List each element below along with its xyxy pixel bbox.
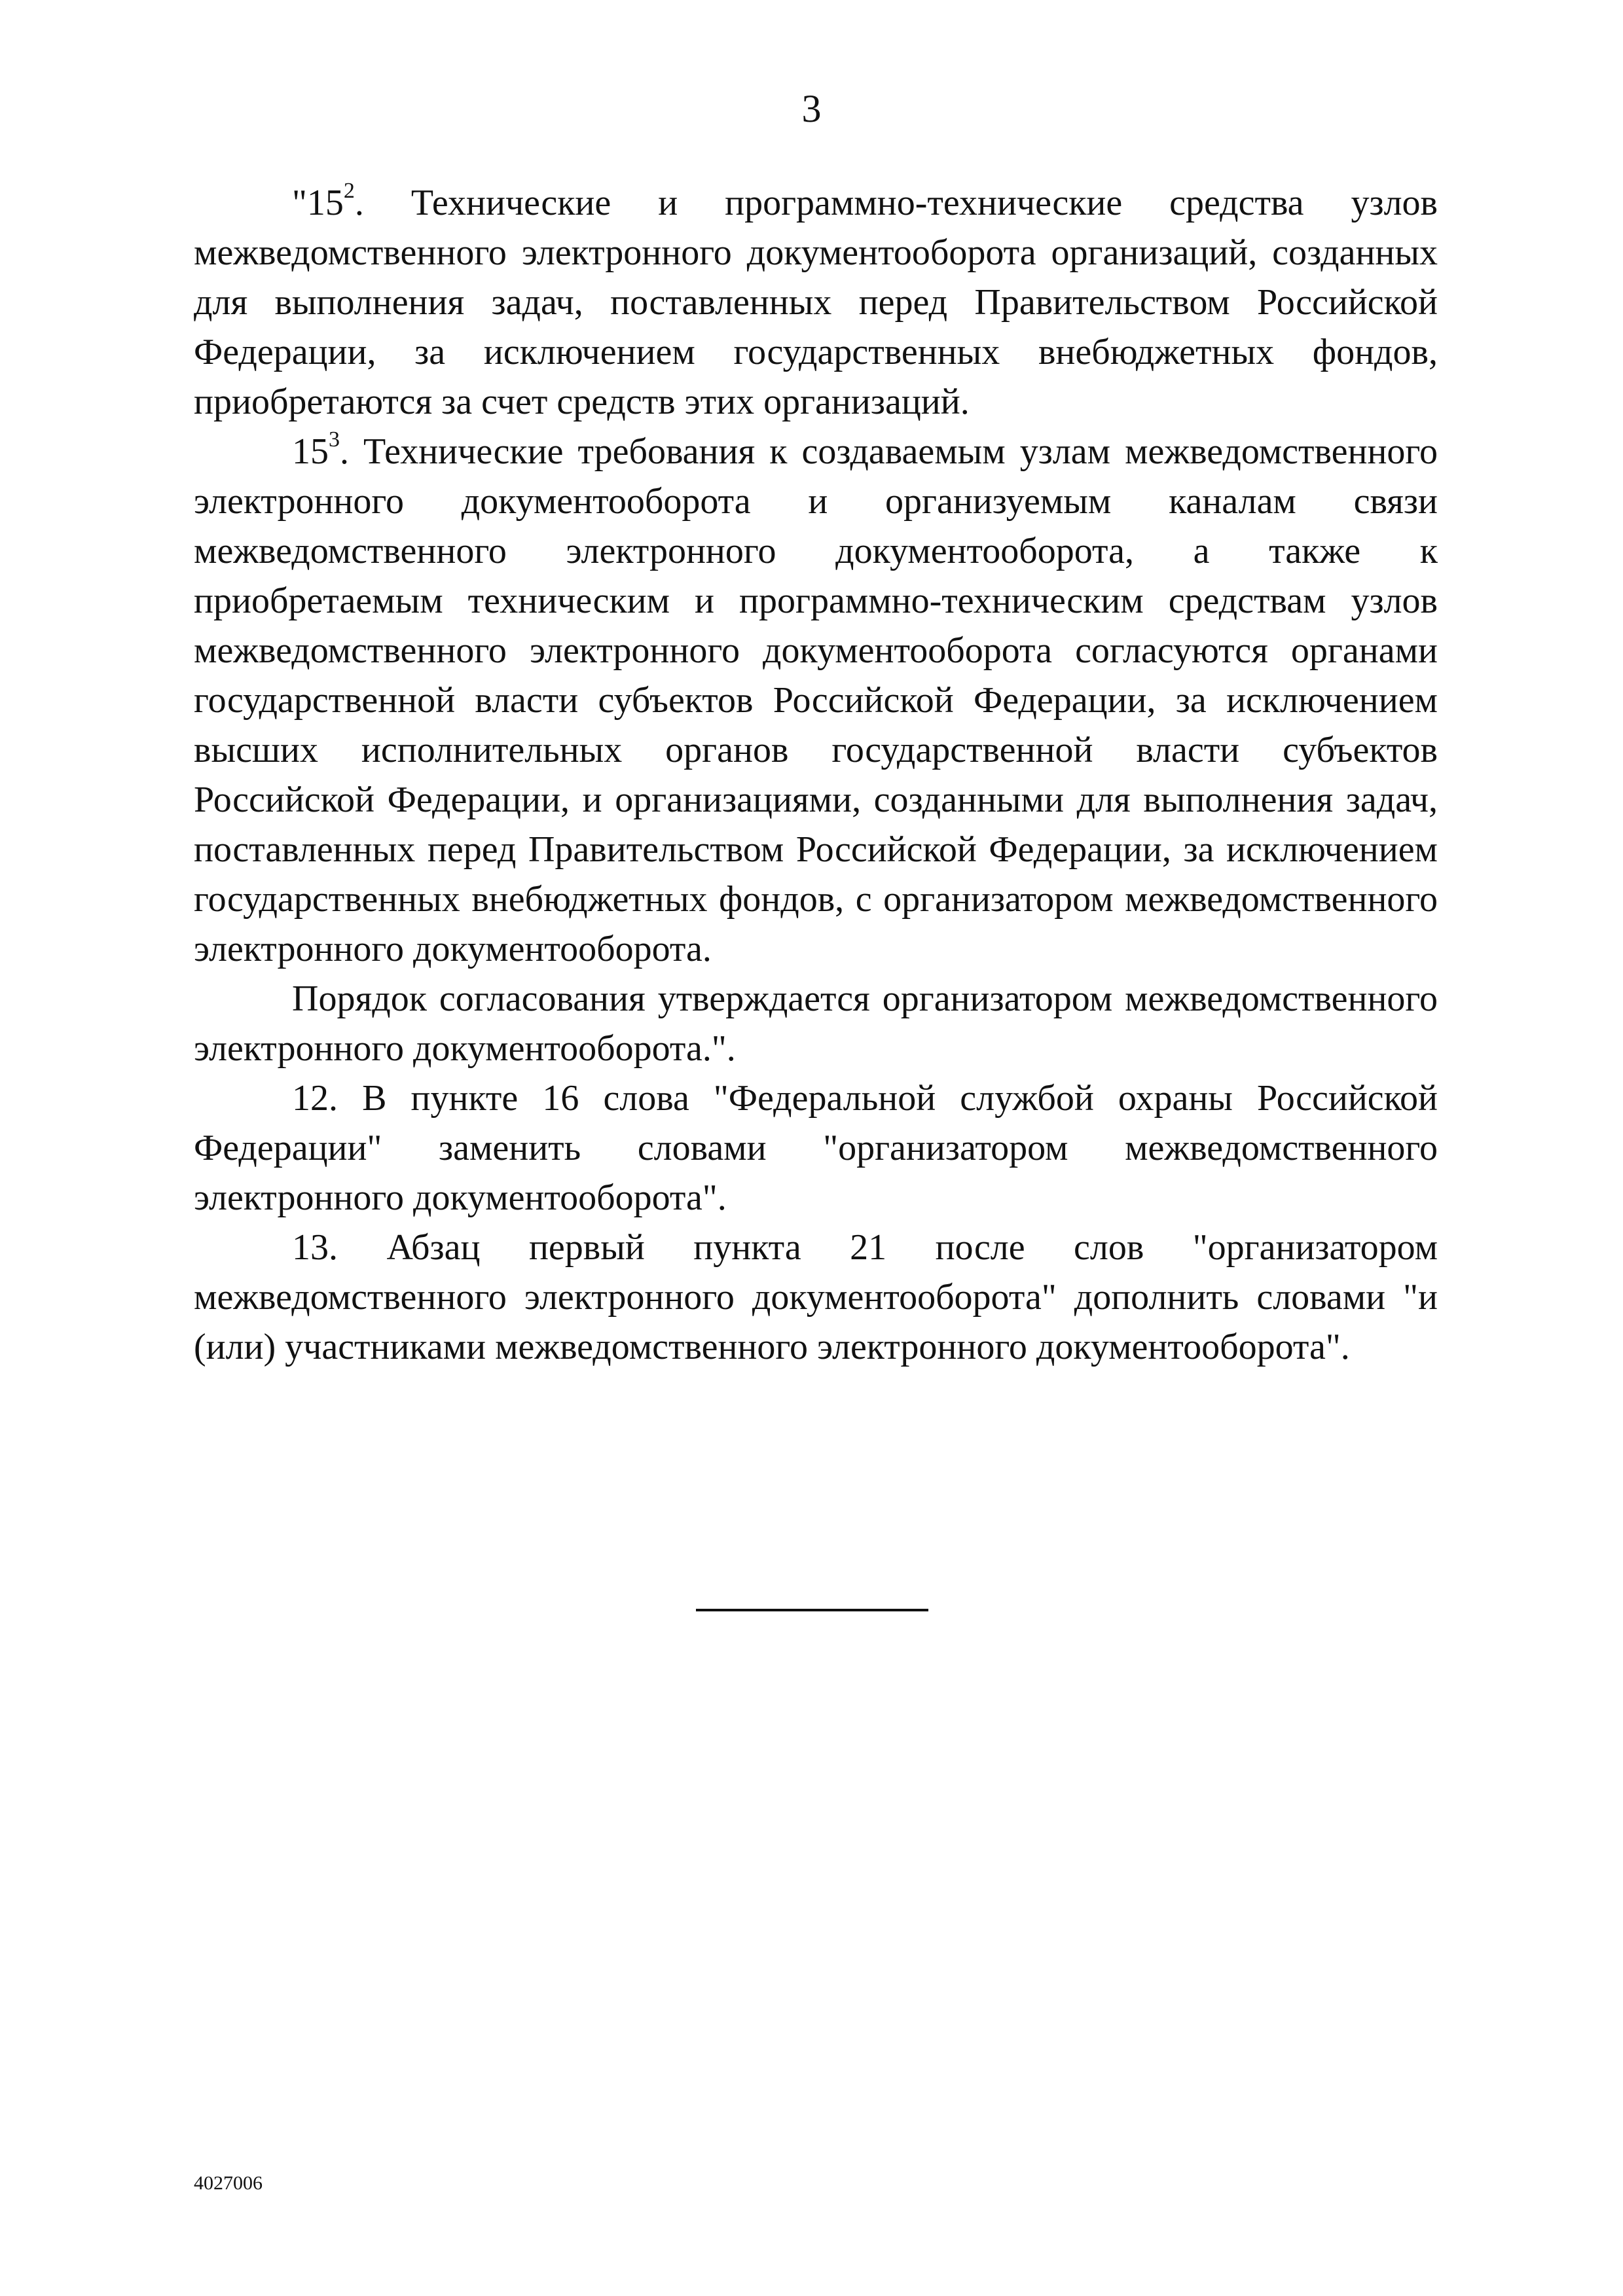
paragraph-approval-order: Порядок согласования утверждается организатором межведомственного электронного документооборота.". <box>194 978 1438 1069</box>
paragraph-15-3 <box>194 427 1438 974</box>
paragraph-text: . Технические требования к создаваемым узлам межведомственного электронного документооборота и организуемым каналам связи межведомственного электронного документооборота, а также к приобретаемым техническим и программно-техническим средствам узлов межведомственного электронного документооборота согласуются органами государственной власти субъектов Российской Федерации, за исключением высших исполнительных органов государственной власти субъектов Российской Федерации, и организациями, созданными для выполнения задач, поставленных перед Правительством Российской Федерации, за исключением государственных внебюджетных фондов, с организатором межведомственного электронного документооборота. <box>194 431 1438 969</box>
paragraph-lead: "15 <box>292 183 344 223</box>
paragraph-item-13: 13. Абзац первый пункта 21 после слов "организатором межведомственного электронного документооборота" дополнить словами "и (или) участниками межведомственного электронного документооборота". <box>194 1227 1438 1367</box>
paragraph-15-2 <box>194 178 1438 427</box>
document-code: 4027006 <box>194 2172 263 2194</box>
document-body <box>194 178 1438 1372</box>
page-number: 3 <box>801 87 822 130</box>
superscript-index: 2 <box>343 179 355 203</box>
end-of-text-rule <box>696 1609 928 1611</box>
paragraph-lead: 15 <box>292 431 329 472</box>
superscript-index: 3 <box>329 427 340 452</box>
paragraph-text: . Технические и программно-технические средства узлов межведомственного электронного документооборота организаций, созданных для выполнения задач, поставленных перед Правительством Российской Федерации, за исключением государственных внебюджетных фондов, приобретаются за счет средств этих организаций. <box>194 183 1438 422</box>
paragraph-item-12: 12. В пункте 16 слова "Федеральной службой охраны Российской Федерации" заменить словами "организатором межведомственного электронного документооборота". <box>194 1078 1438 1218</box>
